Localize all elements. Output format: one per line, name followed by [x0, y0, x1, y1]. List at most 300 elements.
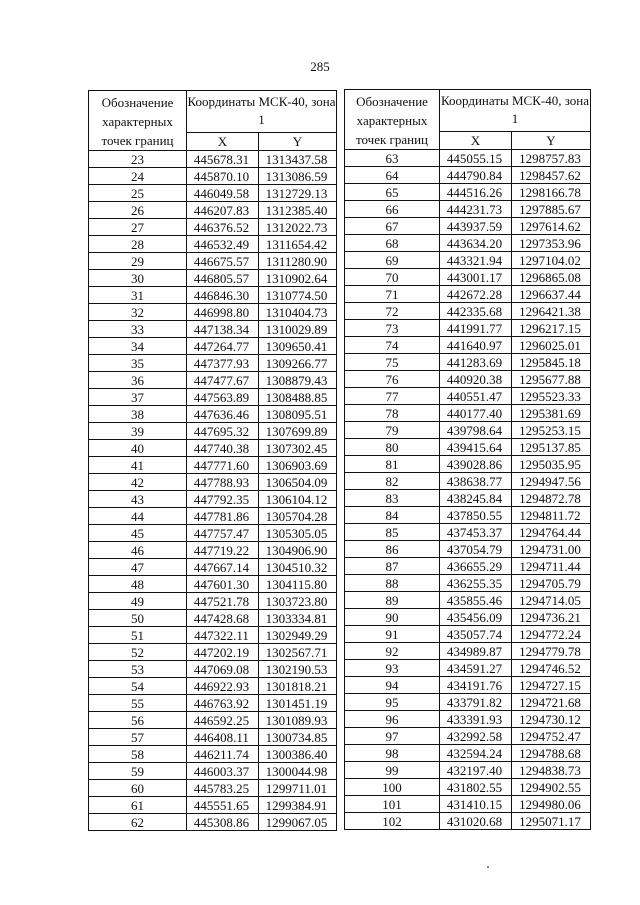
table-row [345, 167, 591, 184]
x-coordinate: 442335.68 [440, 303, 512, 320]
point-number: 32 [89, 304, 187, 321]
point-number: 38 [89, 406, 187, 423]
point-number: 48 [89, 576, 187, 593]
x-coordinate: 438638.77 [440, 473, 512, 490]
table-row [345, 150, 591, 167]
x-coordinate: 432197.40 [440, 762, 512, 779]
table-row [345, 694, 591, 711]
point-number: 61 [89, 797, 187, 814]
x-coordinate: 437054.79 [440, 541, 512, 558]
y-coordinate: 1304510.32 [259, 559, 337, 576]
x-coordinate: 446846.30 [187, 287, 259, 304]
table-row [345, 473, 591, 490]
y-coordinate: 1306903.69 [259, 457, 337, 474]
y-coordinate: 1296865.08 [512, 269, 591, 286]
x-coordinate: 446592.25 [187, 712, 259, 729]
table-row [345, 269, 591, 286]
table-row [345, 677, 591, 694]
x-coordinate: 440551.47 [440, 388, 512, 405]
table-row [89, 780, 337, 797]
point-number: 41 [89, 457, 187, 474]
coords-header: Координаты МСК-40, зона 1 [187, 91, 337, 133]
table-row [345, 439, 591, 456]
y-coordinate: 1296421.38 [512, 303, 591, 320]
table-row [89, 253, 337, 270]
y-coordinate: 1295253.15 [512, 422, 591, 439]
table-row [89, 576, 337, 593]
scan-speck [487, 866, 489, 868]
x-coordinate: 447788.93 [187, 474, 259, 491]
point-number: 66 [345, 201, 440, 218]
point-number: 95 [345, 694, 440, 711]
x-header: X [187, 132, 259, 150]
x-coordinate: 447636.46 [187, 406, 259, 423]
table-row [345, 218, 591, 235]
table-row [89, 695, 337, 712]
y-coordinate: 1296025.01 [512, 337, 591, 354]
point-number: 34 [89, 338, 187, 355]
point-number: 99 [345, 762, 440, 779]
point-number: 36 [89, 372, 187, 389]
x-coordinate: 431410.15 [440, 796, 512, 813]
y-coordinate: 1301451.19 [259, 695, 337, 712]
y-coordinate: 1295845.18 [512, 354, 591, 371]
point-number: 51 [89, 627, 187, 644]
table-row [89, 627, 337, 644]
point-number: 49 [89, 593, 187, 610]
x-header: X [440, 131, 512, 149]
x-coordinate: 447667.14 [187, 559, 259, 576]
point-number: 28 [89, 236, 187, 253]
point-number: 74 [345, 337, 440, 354]
table-row [89, 372, 337, 389]
table-row [345, 354, 591, 371]
page-number: 285 [310, 59, 330, 74]
point-number: 92 [345, 643, 440, 660]
y-coordinate: 1303334.81 [259, 610, 337, 627]
y-coordinate: 1298457.62 [512, 167, 591, 184]
y-coordinate: 1294752.47 [512, 728, 591, 745]
y-coordinate: 1301818.21 [259, 678, 337, 695]
y-coordinate: 1294714.05 [512, 592, 591, 609]
table-row [89, 559, 337, 576]
table-row [89, 287, 337, 304]
point-number: 52 [89, 644, 187, 661]
point-number: 75 [345, 354, 440, 371]
y-coordinate: 1294811.72 [512, 507, 591, 524]
y-coordinate: 1300044.98 [259, 763, 337, 780]
y-coordinate: 1294730.12 [512, 711, 591, 728]
x-coordinate: 447601.30 [187, 576, 259, 593]
point-number: 58 [89, 746, 187, 763]
y-coordinate: 1294838.73 [512, 762, 591, 779]
point-number: 98 [345, 745, 440, 762]
point-number: 85 [345, 524, 440, 541]
y-coordinate: 1302567.71 [259, 644, 337, 661]
table-row [345, 796, 591, 813]
point-number: 62 [89, 814, 187, 831]
point-number: 60 [89, 780, 187, 797]
x-coordinate: 445308.86 [187, 814, 259, 831]
y-coordinate: 1295381.69 [512, 405, 591, 422]
table-row [89, 219, 337, 236]
y-coordinate: 1294731.00 [512, 541, 591, 558]
table-row [345, 609, 591, 626]
point-number: 76 [345, 371, 440, 388]
coordinates-table-right [344, 89, 591, 830]
table-row [89, 270, 337, 287]
y-coordinate: 1300734.85 [259, 729, 337, 746]
point-number: 47 [89, 559, 187, 576]
y-coordinate: 1306504.09 [259, 474, 337, 491]
y-coordinate: 1313086.59 [259, 168, 337, 185]
table-row [89, 525, 337, 542]
x-coordinate: 447792.35 [187, 491, 259, 508]
x-coordinate: 432992.58 [440, 728, 512, 745]
point-number: 91 [345, 626, 440, 643]
point-number: 77 [345, 388, 440, 405]
point-number: 39 [89, 423, 187, 440]
y-coordinate: 1294711.44 [512, 558, 591, 575]
x-coordinate: 441640.97 [440, 337, 512, 354]
y-coordinate: 1294721.68 [512, 694, 591, 711]
y-coordinate: 1311280.90 [259, 253, 337, 270]
table-row [345, 575, 591, 592]
point-number: 40 [89, 440, 187, 457]
table-row [345, 201, 591, 218]
x-coordinate: 447695.32 [187, 423, 259, 440]
x-coordinate: 444516.26 [440, 184, 512, 201]
table-row [345, 779, 591, 796]
y-coordinate: 1297104.02 [512, 252, 591, 269]
x-coordinate: 440920.38 [440, 371, 512, 388]
x-coordinate: 434191.76 [440, 677, 512, 694]
x-coordinate: 443634.20 [440, 235, 512, 252]
point-number: 88 [345, 575, 440, 592]
y-coordinate: 1304115.80 [259, 576, 337, 593]
point-number: 96 [345, 711, 440, 728]
x-coordinate: 443937.59 [440, 218, 512, 235]
table-row [345, 541, 591, 558]
table-row [345, 728, 591, 745]
point-number: 33 [89, 321, 187, 338]
coords-header: Координаты МСК-40, зона 1 [440, 90, 591, 132]
left-table-body [89, 151, 337, 831]
x-coordinate: 446675.57 [187, 253, 259, 270]
point-number: 69 [345, 252, 440, 269]
table-row [345, 558, 591, 575]
x-coordinate: 444790.84 [440, 167, 512, 184]
table-row [89, 151, 337, 168]
y-coordinate: 1299067.05 [259, 814, 337, 831]
x-coordinate: 446998.80 [187, 304, 259, 321]
y-coordinate: 1309650.41 [259, 338, 337, 355]
table-row [89, 797, 337, 814]
point-number: 56 [89, 712, 187, 729]
point-number: 82 [345, 473, 440, 490]
point-number: 79 [345, 422, 440, 439]
x-coordinate: 447781.86 [187, 508, 259, 525]
table-row [89, 593, 337, 610]
table-row [89, 542, 337, 559]
table-row [89, 185, 337, 202]
y-coordinate: 1308879.43 [259, 372, 337, 389]
y-coordinate: 1300386.40 [259, 746, 337, 763]
x-coordinate: 446049.58 [187, 185, 259, 202]
x-coordinate: 446408.11 [187, 729, 259, 746]
point-number: 59 [89, 763, 187, 780]
table-row [345, 660, 591, 677]
x-coordinate: 447264.77 [187, 338, 259, 355]
x-coordinate: 435456.09 [440, 609, 512, 626]
point-number: 63 [345, 150, 440, 167]
table-row [89, 338, 337, 355]
x-coordinate: 437850.55 [440, 507, 512, 524]
table-row [345, 252, 591, 269]
table-row [345, 235, 591, 252]
point-number: 55 [89, 695, 187, 712]
x-coordinate: 446763.92 [187, 695, 259, 712]
x-coordinate: 447771.60 [187, 457, 259, 474]
table-row [345, 643, 591, 660]
point-number: 70 [345, 269, 440, 286]
point-number: 102 [345, 813, 440, 830]
x-coordinate: 447563.89 [187, 389, 259, 406]
y-coordinate: 1294705.79 [512, 575, 591, 592]
table-row [89, 423, 337, 440]
x-coordinate: 431020.68 [440, 813, 512, 830]
x-coordinate: 433791.82 [440, 694, 512, 711]
x-coordinate: 446532.49 [187, 236, 259, 253]
y-coordinate: 1298757.83 [512, 150, 591, 167]
point-number: 53 [89, 661, 187, 678]
x-coordinate: 441283.69 [440, 354, 512, 371]
table-row [345, 371, 591, 388]
x-coordinate: 445783.25 [187, 780, 259, 797]
y-coordinate: 1312729.13 [259, 185, 337, 202]
point-number: 45 [89, 525, 187, 542]
x-coordinate: 436255.35 [440, 575, 512, 592]
table-row [89, 508, 337, 525]
y-coordinate: 1303723.80 [259, 593, 337, 610]
point-number: 54 [89, 678, 187, 695]
y-coordinate: 1294764.44 [512, 524, 591, 541]
point-number: 46 [89, 542, 187, 559]
y-coordinate: 1294736.21 [512, 609, 591, 626]
y-coordinate: 1295523.33 [512, 388, 591, 405]
x-coordinate: 439415.64 [440, 439, 512, 456]
point-number: 81 [345, 456, 440, 473]
table-row [89, 236, 337, 253]
y-coordinate: 1307699.89 [259, 423, 337, 440]
point-number: 86 [345, 541, 440, 558]
y-coordinate: 1294902.55 [512, 779, 591, 796]
y-coordinate: 1301089.93 [259, 712, 337, 729]
x-coordinate: 447757.47 [187, 525, 259, 542]
point-number: 80 [345, 439, 440, 456]
y-coordinate: 1304906.90 [259, 542, 337, 559]
x-coordinate: 446922.93 [187, 678, 259, 695]
y-coordinate: 1298166.78 [512, 184, 591, 201]
y-coordinate: 1310774.50 [259, 287, 337, 304]
point-number: 26 [89, 202, 187, 219]
x-coordinate: 440177.40 [440, 405, 512, 422]
x-coordinate: 445678.31 [187, 151, 259, 168]
x-coordinate: 431802.55 [440, 779, 512, 796]
x-coordinate: 436655.29 [440, 558, 512, 575]
y-coordinate: 1299384.91 [259, 797, 337, 814]
point-label-header: Обозначение характерных точек границ [89, 91, 187, 151]
table-row [89, 202, 337, 219]
point-number: 42 [89, 474, 187, 491]
point-number: 97 [345, 728, 440, 745]
point-number: 29 [89, 253, 187, 270]
x-coordinate: 441991.77 [440, 320, 512, 337]
table-row [345, 286, 591, 303]
x-coordinate: 446211.74 [187, 746, 259, 763]
y-coordinate: 1312385.40 [259, 202, 337, 219]
x-coordinate: 433391.93 [440, 711, 512, 728]
x-coordinate: 447322.11 [187, 627, 259, 644]
y-header: Y [259, 132, 337, 150]
point-number: 44 [89, 508, 187, 525]
x-coordinate: 446003.37 [187, 763, 259, 780]
table-row [89, 678, 337, 695]
point-number: 94 [345, 677, 440, 694]
point-number: 72 [345, 303, 440, 320]
y-coordinate: 1296637.44 [512, 286, 591, 303]
x-coordinate: 447521.78 [187, 593, 259, 610]
x-coordinate: 432594.24 [440, 745, 512, 762]
y-coordinate: 1311654.42 [259, 236, 337, 253]
table-row [345, 592, 591, 609]
y-coordinate: 1295137.85 [512, 439, 591, 456]
point-number: 24 [89, 168, 187, 185]
y-coordinate: 1302190.53 [259, 661, 337, 678]
point-number: 25 [89, 185, 187, 202]
point-number: 100 [345, 779, 440, 796]
y-coordinate: 1296217.15 [512, 320, 591, 337]
y-coordinate: 1308488.85 [259, 389, 337, 406]
table-row [89, 814, 337, 831]
table-row [89, 712, 337, 729]
table-row [89, 491, 337, 508]
table-row [345, 303, 591, 320]
x-coordinate: 447477.67 [187, 372, 259, 389]
point-number: 90 [345, 609, 440, 626]
point-number: 31 [89, 287, 187, 304]
x-coordinate: 447377.93 [187, 355, 259, 372]
x-coordinate: 442672.28 [440, 286, 512, 303]
x-coordinate: 446376.52 [187, 219, 259, 236]
point-number: 35 [89, 355, 187, 372]
y-coordinate: 1310902.64 [259, 270, 337, 287]
y-coordinate: 1305704.28 [259, 508, 337, 525]
table-row [345, 762, 591, 779]
point-number: 71 [345, 286, 440, 303]
x-coordinate: 445055.15 [440, 150, 512, 167]
point-number: 87 [345, 558, 440, 575]
table-row [89, 355, 337, 372]
point-number: 101 [345, 796, 440, 813]
table-row [89, 474, 337, 491]
table-row [345, 626, 591, 643]
y-coordinate: 1294947.56 [512, 473, 591, 490]
y-coordinate: 1306104.12 [259, 491, 337, 508]
table-row [89, 457, 337, 474]
y-coordinate: 1294788.68 [512, 745, 591, 762]
point-number: 50 [89, 610, 187, 627]
x-coordinate: 447202.19 [187, 644, 259, 661]
table-row [89, 168, 337, 185]
x-coordinate: 437453.37 [440, 524, 512, 541]
x-coordinate: 434591.27 [440, 660, 512, 677]
y-coordinate: 1295035.95 [512, 456, 591, 473]
point-number: 68 [345, 235, 440, 252]
y-coordinate: 1295071.17 [512, 813, 591, 830]
table-row [89, 304, 337, 321]
table-row [345, 320, 591, 337]
coordinates-table-left [88, 90, 337, 831]
x-coordinate: 445551.65 [187, 797, 259, 814]
table-row [345, 524, 591, 541]
table-row [89, 406, 337, 423]
y-coordinate: 1309266.77 [259, 355, 337, 372]
table-row [345, 507, 591, 524]
table-row [345, 711, 591, 728]
x-coordinate: 439798.64 [440, 422, 512, 439]
point-number: 73 [345, 320, 440, 337]
table-row [345, 456, 591, 473]
point-number: 37 [89, 389, 187, 406]
y-coordinate: 1297614.62 [512, 218, 591, 235]
x-coordinate: 446207.83 [187, 202, 259, 219]
table-row [89, 389, 337, 406]
point-number: 27 [89, 219, 187, 236]
point-number: 23 [89, 151, 187, 168]
y-coordinate: 1307302.45 [259, 440, 337, 457]
point-number: 43 [89, 491, 187, 508]
y-coordinate: 1297885.67 [512, 201, 591, 218]
y-coordinate: 1310029.89 [259, 321, 337, 338]
y-coordinate: 1294872.78 [512, 490, 591, 507]
y-coordinate: 1294980.06 [512, 796, 591, 813]
table-row [345, 337, 591, 354]
point-number: 64 [345, 167, 440, 184]
x-coordinate: 447069.08 [187, 661, 259, 678]
point-number: 78 [345, 405, 440, 422]
y-coordinate: 1310404.73 [259, 304, 337, 321]
y-header: Y [512, 131, 591, 149]
x-coordinate: 443321.94 [440, 252, 512, 269]
point-number: 57 [89, 729, 187, 746]
x-coordinate: 434989.87 [440, 643, 512, 660]
y-coordinate: 1294746.52 [512, 660, 591, 677]
point-label-header: Обозначение характерных точек границ [345, 90, 440, 150]
y-coordinate: 1302949.29 [259, 627, 337, 644]
y-coordinate: 1313437.58 [259, 151, 337, 168]
table-row [89, 746, 337, 763]
y-coordinate: 1308095.51 [259, 406, 337, 423]
y-coordinate: 1297353.96 [512, 235, 591, 252]
table-row [89, 729, 337, 746]
x-coordinate: 435855.46 [440, 592, 512, 609]
y-coordinate: 1294779.78 [512, 643, 591, 660]
point-number: 65 [345, 184, 440, 201]
x-coordinate: 447428.68 [187, 610, 259, 627]
x-coordinate: 435057.74 [440, 626, 512, 643]
x-coordinate: 439028.86 [440, 456, 512, 473]
